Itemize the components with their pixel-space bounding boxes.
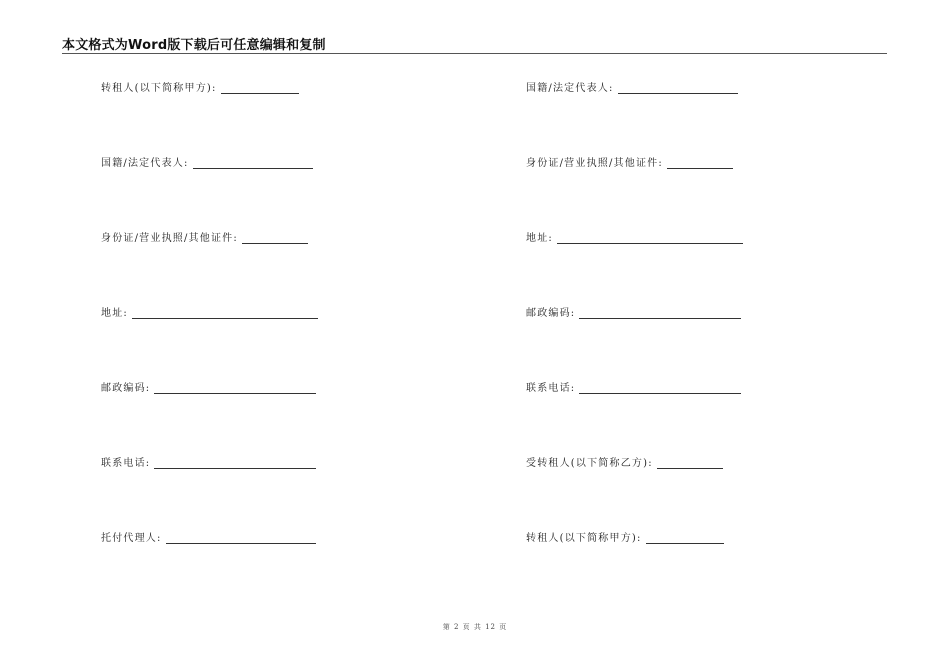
fill-in-line: [618, 83, 738, 94]
field-label: 转租人(以下简称甲方):: [526, 533, 642, 544]
field-label: 地址:: [101, 308, 128, 319]
field-label: 受转租人(以下简称乙方):: [526, 458, 653, 469]
left-field-phone: [101, 453, 316, 469]
fill-in-line: [579, 383, 741, 394]
field-label: 身份证/营业执照/其他证件:: [526, 158, 663, 169]
field-label: 邮政编码:: [101, 383, 151, 394]
fill-in-line: [221, 83, 299, 94]
field-label: 联系电话:: [526, 383, 576, 394]
header-title: 本文格式为Word版下载后可任意编辑和复制: [62, 38, 326, 53]
page-footer: 第 2 页 共 12 页: [442, 623, 508, 631]
fill-in-line: [132, 308, 318, 319]
field-label: 国籍/法定代表人:: [526, 83, 614, 94]
fill-in-line: [579, 308, 741, 319]
right-field-postcode: [526, 303, 741, 319]
field-label: 邮政编码:: [526, 308, 576, 319]
right-field-sublessee: [526, 453, 723, 469]
right-field-sublessor: [526, 528, 724, 544]
fill-in-line: [166, 533, 316, 544]
right-field-phone: [526, 378, 741, 394]
fill-in-line: [657, 458, 723, 469]
left-field-postcode: [101, 378, 316, 394]
field-label: 身份证/营业执照/其他证件:: [101, 233, 238, 244]
field-label: 地址:: [526, 233, 553, 244]
fill-in-line: [154, 458, 316, 469]
left-field-id: [101, 228, 308, 244]
left-field-nationality: [101, 153, 313, 169]
fill-in-line: [193, 158, 313, 169]
field-label: 托付代理人:: [101, 533, 162, 544]
left-field-sublessor: [101, 78, 299, 94]
field-label: 联系电话:: [101, 458, 151, 469]
document-header: [62, 35, 887, 54]
right-field-id: [526, 153, 733, 169]
fill-in-line: [242, 233, 308, 244]
fill-in-line: [667, 158, 733, 169]
left-field-address: [101, 303, 318, 319]
field-label: 国籍/法定代表人:: [101, 158, 189, 169]
field-label: 转租人(以下简称甲方):: [101, 83, 217, 94]
fill-in-line: [557, 233, 743, 244]
right-field-address: [526, 228, 743, 244]
left-field-agent: [101, 528, 316, 544]
fill-in-line: [646, 533, 724, 544]
right-field-nationality: [526, 78, 738, 94]
fill-in-line: [154, 383, 316, 394]
